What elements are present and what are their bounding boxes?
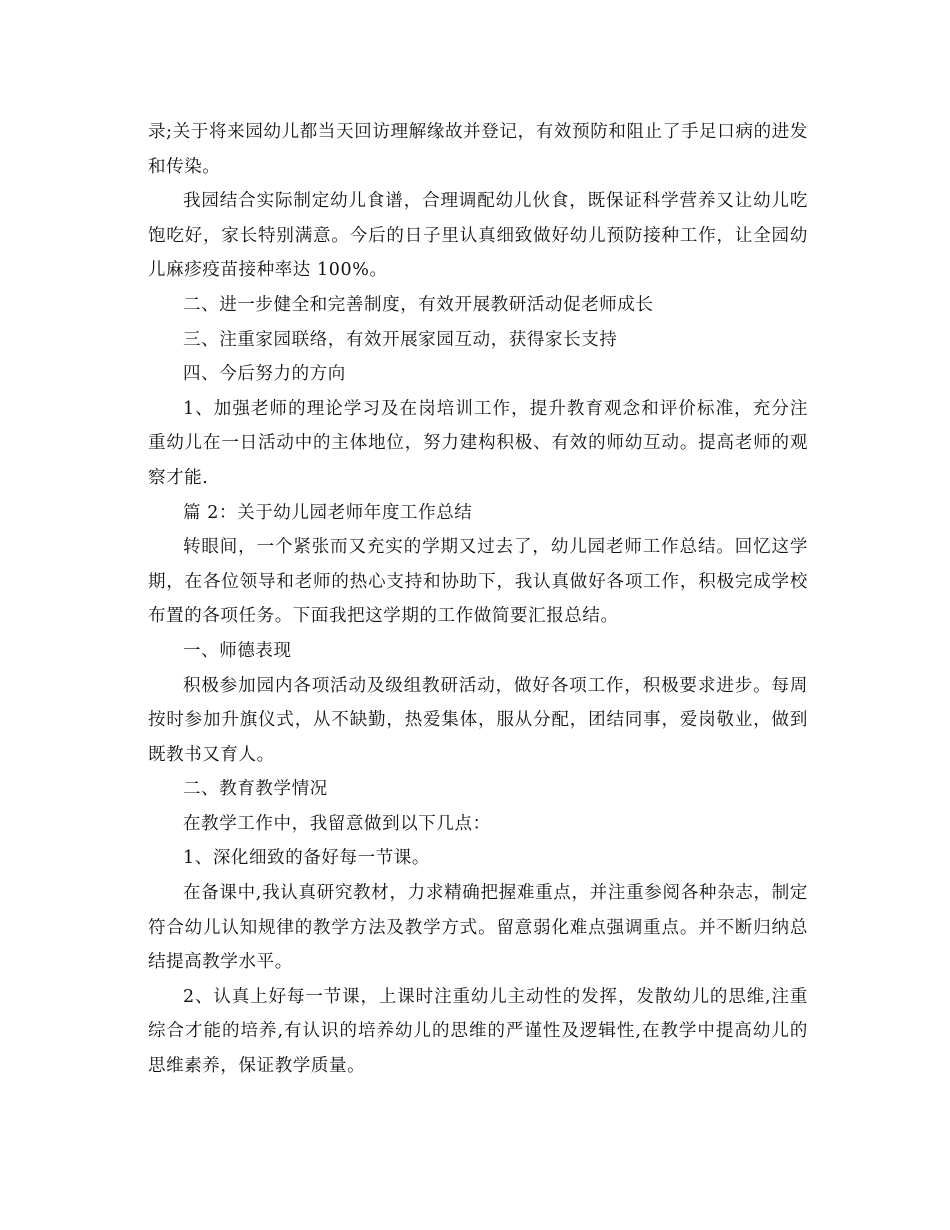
document-body xyxy=(148,115,808,1084)
section-heading-3: 三、注重家园联络，有效开展家园互动，获得家长支持 xyxy=(183,329,618,350)
paragraph-teaching-intro: 在教学工作中，我留意做到以下几点： xyxy=(183,813,491,834)
section-heading-ethics: 一、师德表现 xyxy=(183,640,292,661)
list-item-1: 1、深化细致的备好每一节课。 xyxy=(183,848,431,869)
section-heading-2: 二、进一步健全和完善制度，有效开展教研活动促老师成长 xyxy=(183,294,654,315)
article-2-title: 篇 2：关于幼儿园老师年度工作总结 xyxy=(183,502,473,523)
paragraph-2: 我园结合实际制定幼儿食谱，合理调配幼儿伙食，既保证科学营养又让幼儿吃饱吃好，家长特别满意。今后的日子里认真细致做好幼儿预防接种工作，让全园幼儿麻疹疫苗接种率达 100%。 xyxy=(148,191,808,281)
section-heading-teaching: 二、教育教学情况 xyxy=(183,779,328,800)
paragraph-direction-1: 1、加强老师的理论学习及在岗培训工作，提升教育观念和评价标准，充分注重幼儿在一日活动中的主体地位，努力建构积极、有效的师幼互动。提高老师的观察才能. xyxy=(148,398,808,488)
paragraph-lesson-prep: 在备课中,我认真研究教材，力求精确把握难重点，并注重参阅各种杂志，制定符合幼儿认知规律的教学方法及教学方式。留意弱化难点强调重点。并不断归纳总结提高教学水平。 xyxy=(148,883,808,973)
list-item-2: 2、认真上好每一节课，上课时注重幼儿主动性的发挥，发散幼儿的思维,注重综合才能的培养,有认识的培养幼儿的思维的严谨性及逻辑性,在教学中提高幼儿的思维素养，保证教学质量。 xyxy=(148,986,808,1077)
paragraph-ethics: 积极参加园内各项活动及级组教研活动，做好各项工作，积极要求进步。每周按时参加升旗仪式，从不缺勤，热爱集体，服从分配，团结同事，爱岗敬业，做到既教书又育人。 xyxy=(148,675,808,765)
section-heading-4: 四、今后努力的方向 xyxy=(183,364,346,385)
paragraph-1: 录;关于将来园幼儿都当天回访理解缘故并登记，有效预防和阻止了手足口病的进发和传染。 xyxy=(148,122,808,177)
paragraph-intro: 转眼间，一个紧张而又充实的学期又过去了，幼儿园老师工作总结。回忆这学期，在各位领导和老师的热心支持和协助下，我认真做好各项工作，积极完成学校布置的各项任务。下面我把这学期的工作做简要汇报总结。 xyxy=(148,537,808,627)
